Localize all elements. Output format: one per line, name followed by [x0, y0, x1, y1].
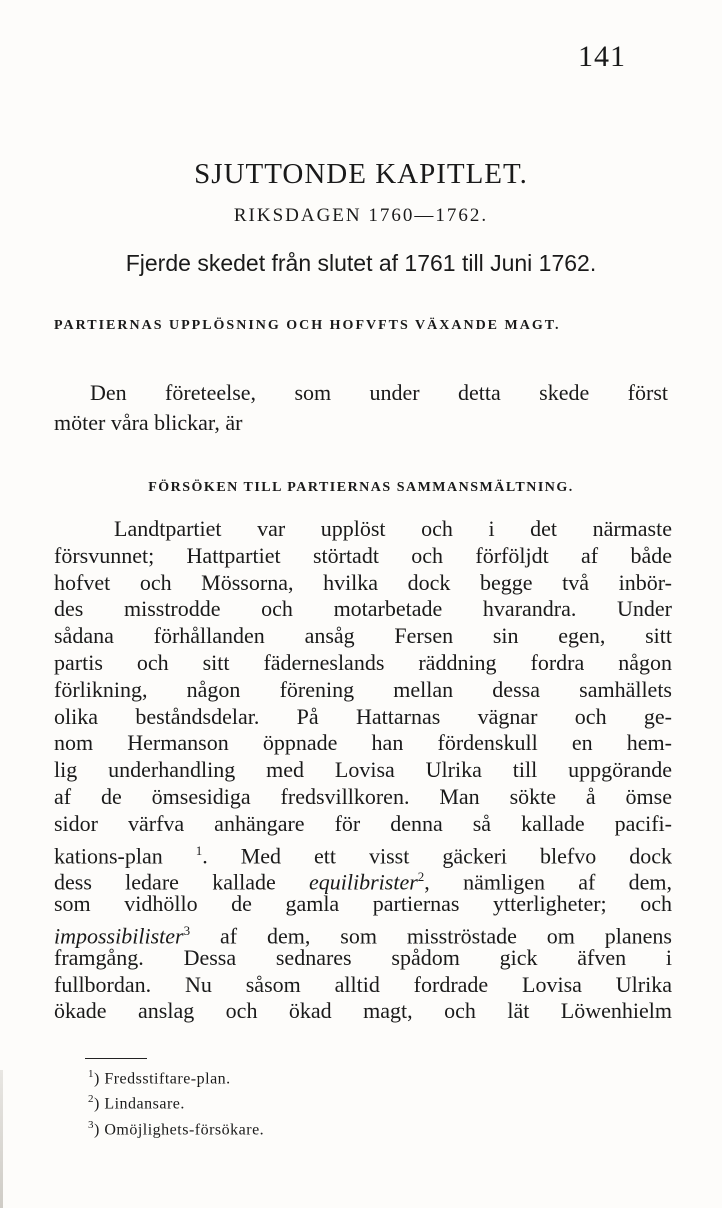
footnotes — [88, 1064, 264, 1140]
footnote-ref: 1 — [195, 842, 203, 858]
footnote-ref: 3 — [183, 922, 191, 938]
footnote: $^1$) Fredsstiftare-plan. — [88, 1068, 231, 1088]
body-text: kations-plan — [54, 842, 196, 868]
body-line: ökade anslag och ökad magt, och lät Löwenhielm — [54, 998, 672, 1024]
body-line: olika beståndsdelar. På Hattarnas vägnar och ge- — [54, 703, 672, 729]
body-line: fullbordan. Nu såsom alltid fordrade Lovisa Ulrika — [54, 971, 672, 997]
footnote-text: Omöjlighets-försökare. — [104, 1120, 265, 1138]
footnote-mark: 2 — [88, 1093, 94, 1106]
footnote-text: Fredsstiftare-plan. — [104, 1070, 231, 1088]
footnote-text: Lindansare. — [104, 1095, 185, 1113]
page-number: 141 — [578, 40, 626, 73]
body-line: sådana förhållanden ansåg Fersen sin egen, sitt — [54, 623, 672, 649]
chapter-subtitle: RIKSDAGEN 1760—1762. — [233, 205, 489, 226]
body-line: des misstrodde och motarbetade hvarandra. Under — [54, 596, 672, 622]
body-text: dess ledare kallade — [54, 869, 310, 895]
body-line — [54, 838, 672, 868]
body-line — [54, 918, 672, 949]
footnote-mark: 1 — [88, 1068, 94, 1080]
footnote: $^2$) Lindansare. — [88, 1093, 185, 1113]
body-line — [54, 864, 672, 895]
body-text: , nämligen af dem, — [424, 869, 672, 895]
body-line: partis och sitt fäderneslands räddning fordra någon — [54, 649, 672, 675]
intro-line: Den företeelse, som under detta skede först — [90, 380, 668, 405]
page-binding-edge — [0, 1070, 3, 1208]
body-line: hofvet och Mössorna, hvilka dock begge två inbör- — [54, 569, 672, 595]
body-line: framgång. Dessa sednares spådom gick äfven i — [54, 944, 672, 970]
intro-line: möter våra blickar, är — [54, 410, 243, 435]
chapter-title: SJUTTONDE KAPITLET. — [194, 158, 528, 190]
intro-paragraph — [54, 378, 668, 438]
footnote-divider — [85, 1058, 147, 1059]
body-text: af dem, som misströstade om planens — [190, 923, 672, 949]
body-line: nom Hermanson öppnade han fördenskull en hem- — [54, 730, 672, 756]
body-paragraph — [54, 516, 672, 1025]
footnote-ref: 2 — [417, 869, 425, 885]
caption-partiernas-upplosning: PARTIERNAS UPPLÖSNING OCH HOFVFTS VÄXANDE MAGT. — [54, 318, 561, 333]
footnote-mark: 3 — [88, 1118, 94, 1131]
body-line: försvunnet; Hattpartiet störtadt och förföljdt af både — [54, 542, 672, 568]
body-line: som vidhöllo de gamla partiernas ytterligheter; och — [54, 891, 672, 917]
body-line: sidor värfva anhängare för denna så kallade pacifi- — [54, 810, 672, 836]
body-line: förlikning, någon förening mellan dessa samhällets — [54, 676, 672, 702]
section-heading: Fjerde skedet från slutet af 1761 till Juni 1762. — [125, 250, 597, 276]
body-text: . Med ett visst gäckeri blefvo dock — [202, 842, 672, 868]
body-line: lig underhandling med Lovisa Ulrika till uppgörande — [54, 757, 672, 783]
footnote: $^3$) Omöjlighets-försökare. — [88, 1118, 265, 1138]
italic-term: equilibrister — [309, 869, 418, 895]
body-line: af de ömsesidiga fredsvillkoren. Man sökte å ömse — [54, 783, 672, 809]
caption-forsoken: FÖRSÖKEN TILL PARTIERNAS SAMMANSMÄLTNING. — [148, 480, 574, 495]
italic-term: impossibilister — [54, 923, 184, 949]
body-line: Landtpartiet var upplöst och i det närmaste — [114, 516, 672, 541]
